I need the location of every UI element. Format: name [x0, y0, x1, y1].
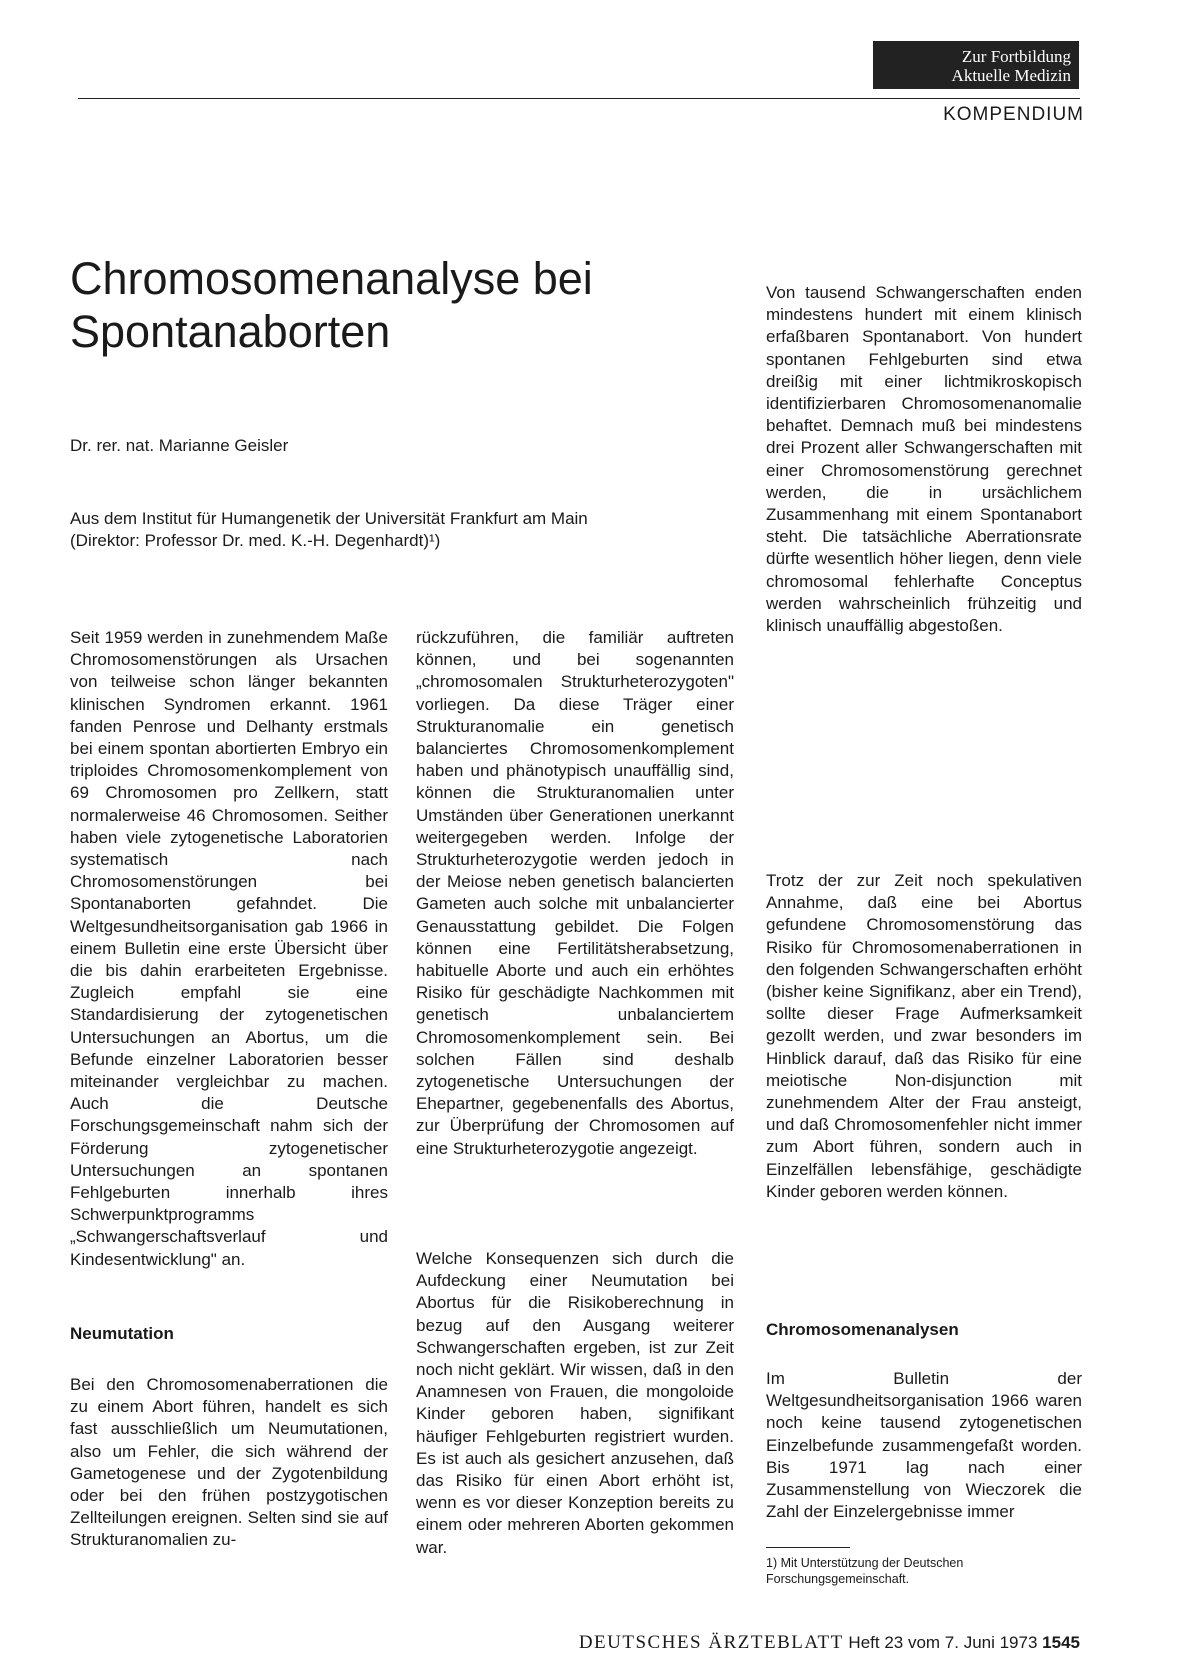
- paragraph: Von tausend Schwangerschaften enden mindestens hundert mit einem klinisch erfaßbaren Spontanabort. Von hundert spontanen Fehlgeburten sind etwa dreißig mit einer lichtmikroskopisch identifizierbaren Chromosomenanomalie behaftet. Demnach muß bei mindestens drei Prozent aller Schwangerschaften mit einer Chromosomenstörung gerechnet werden, die in ursächlichem Zusammenhang mit einem Spontanabort steht. Die tatsächliche Aberrationsrate dürfte wesentlich höher liegen, denn viele chromosomal fehlerhafte Conceptus werden wahrscheinlich frühzeitig und klinisch unauffällig abgestoßen.: [766, 283, 1082, 636]
- section-label: KOMPENDIUM: [943, 104, 1084, 125]
- paragraph: Seit 1959 werden in zunehmendem Maße Chromosomenstörungen als Ursachen von teilweise schon länger bekannten klinischen Syndromen erkannt. 1961 fanden Penrose und Delhanty erstmals bei einem spontan abortierten Embryo ein triploides Chromosomenkomplement von 69 Chromosomen pro Zellkern, statt normalerweise 46 Chromosomen. Seither haben viele zytogenetische Laboratorien systematisch nach Chromosomenstörungen bei Spontanaborten gefahndet. Die Weltgesundheitsorganisation gab 1966 in einem Bulletin eine erste Übersicht über die bis dahin erarbeiteten Ergebnisse. Zugleich empfahl sie eine Standardisierung der zytogenetischen Untersuchungen an Abortus, um die Befunde einzelner Laboratorien besser miteinander vergleichbar zu machen. Auch die Deutsche Forschungsgemeinschaft nahm sich der Förderung zytogenetischer Untersuchungen an spontanen Fehlgeburten innerhalb ihres Schwerpunktprogramms „Schwangerschaftsverlauf und Kindesentwicklung" an.: [70, 628, 388, 1269]
- issue-info: Heft 23 vom 7. Juni 1973: [848, 1633, 1038, 1652]
- heading-neumutation: Neumutation: [70, 1324, 174, 1343]
- paragraph: Welche Konsequenzen sich durch die Aufdeckung einer Neumutation bei Abortus für die Risikoberechnung in bezug auf den Ausgang weiterer Schwangerschaften ergeben, ist zur Zeit noch nicht geklärt. Wir wissen, daß in den Anamnesen von Frauen, die mongoloide Kinder geboren haben, signifikant häufiger Fehlgeburten registriert wurden. Es ist auch als gesichert anzusehen, daß das Risiko für einen Abort erhöht ist, wenn es vor dieser Konzeption bereits zu einem oder mehreren Aborten gekommen war.: [416, 1249, 734, 1557]
- paragraph: Im Bulletin der Weltgesundheitsorganisation 1966 waren noch keine tausend zytogenetischen Einzelbefunde zusammengefaßt worden. Bis 1971 lag nach einer Zusammenstellung von Wieczorek die Zahl der Einzelergebnisse immer: [766, 1369, 1082, 1522]
- column-2-text: [416, 627, 734, 1160]
- page-number: 1545: [1042, 1633, 1080, 1652]
- page-footer: [579, 1632, 1080, 1654]
- journal-name: DEUTSCHES ÄRZTEBLATT: [578, 1632, 844, 1653]
- institution: Aus dem Institut für Humangenetik der Universität Frankfurt am Main (Direktor: Professor Dr. med. K.-H. Degenhardt)¹): [70, 509, 588, 550]
- column-1-text-2: [70, 1374, 388, 1552]
- paragraph: rückzuführen, die familiär auftreten können, und bei sogenannten „chromosomalen Strukturheterozygoten" vorliegen. Da diese Träger einer Strukturanomalie ein genetisch balanciertes Chromosomenkomplement haben und phänotypisch unauffällig sind, können die Strukturanomalien unter Umständen über Generationen unerkannt weitergegeben werden. Infolge der Strukturheterozygotie werden jedoch in der Meiose neben genetisch balancierten Gameten auch solche mit unbalancierter Genausstattung gebildet. Die Folgen können eine Fertilitätsherabsetzung, habituelle Aborte und auch ein erhöhtes Risiko für geschädigte Nachkommen mit genetisch unbalanciertem Chromosomenkomplement sein. Bei solchen Fällen sind deshalb zytogenetische Untersuchungen der Ehepartner, gegebenenfalls des Abortus, zur Überprüfung der Chromosomen auf eine Strukturheterozygotie angezeigt.: [416, 628, 734, 1158]
- article-title: Chromosomenanalyse bei Spontanaborten: [70, 253, 593, 357]
- paragraph: Bei den Chromosomenaberrationen die zu einem Abort führen, handelt es sich fast ausschließlich um Neumutationen, also um Fehler, die sich während der Gametogenese und der Zygotenbildung oder bei den frühen postzygotischen Zellteilungen ereignen. Selten sind sie auf Strukturanomalien zu-: [70, 1375, 388, 1550]
- column-2-text-2: [416, 1248, 734, 1559]
- heading-chromosomenanalysen: Chromosomenanalysen: [766, 1320, 959, 1339]
- footnote-rule: [766, 1547, 850, 1548]
- paragraph: Trotz der zur Zeit noch spekulativen Annahme, daß eine bei Abortus gefundene Chromosomenstörung das Risiko für Chromosomenaberrationen in den folgenden Schwangerschaften erhöht (bisher keine Signifikanz, aber ein Trend), sollte dieser Frage Aufmerksamkeit gezollt werden, und zwar besonders im Hinblick darauf, daß das Risiko für eine meiotische Non-disjunction mit zunehmendem Alter der Frau ansteigt, und daß Chromosomenfehler nicht immer zum Abort führen, sondern auch in Einzelfällen lebensfähige, geschädigte Kinder geboren werden können.: [766, 871, 1082, 1201]
- column-3-text-2: [766, 1368, 1082, 1523]
- author: Dr. rer. nat. Marianne Geisler: [70, 436, 289, 455]
- column-1-text: [70, 627, 388, 1271]
- column-3-text: [766, 870, 1082, 1203]
- badge-line-2: Aktuelle Medizin: [951, 66, 1071, 85]
- series-badge: [873, 41, 1079, 89]
- intro-text: [766, 282, 1082, 637]
- badge-line-1: Zur Fortbildung: [961, 47, 1071, 66]
- header-rule: [78, 98, 1080, 99]
- footnote: 1) Mit Unterstützung der Deutschen Forschungsgemeinschaft.: [766, 1556, 964, 1586]
